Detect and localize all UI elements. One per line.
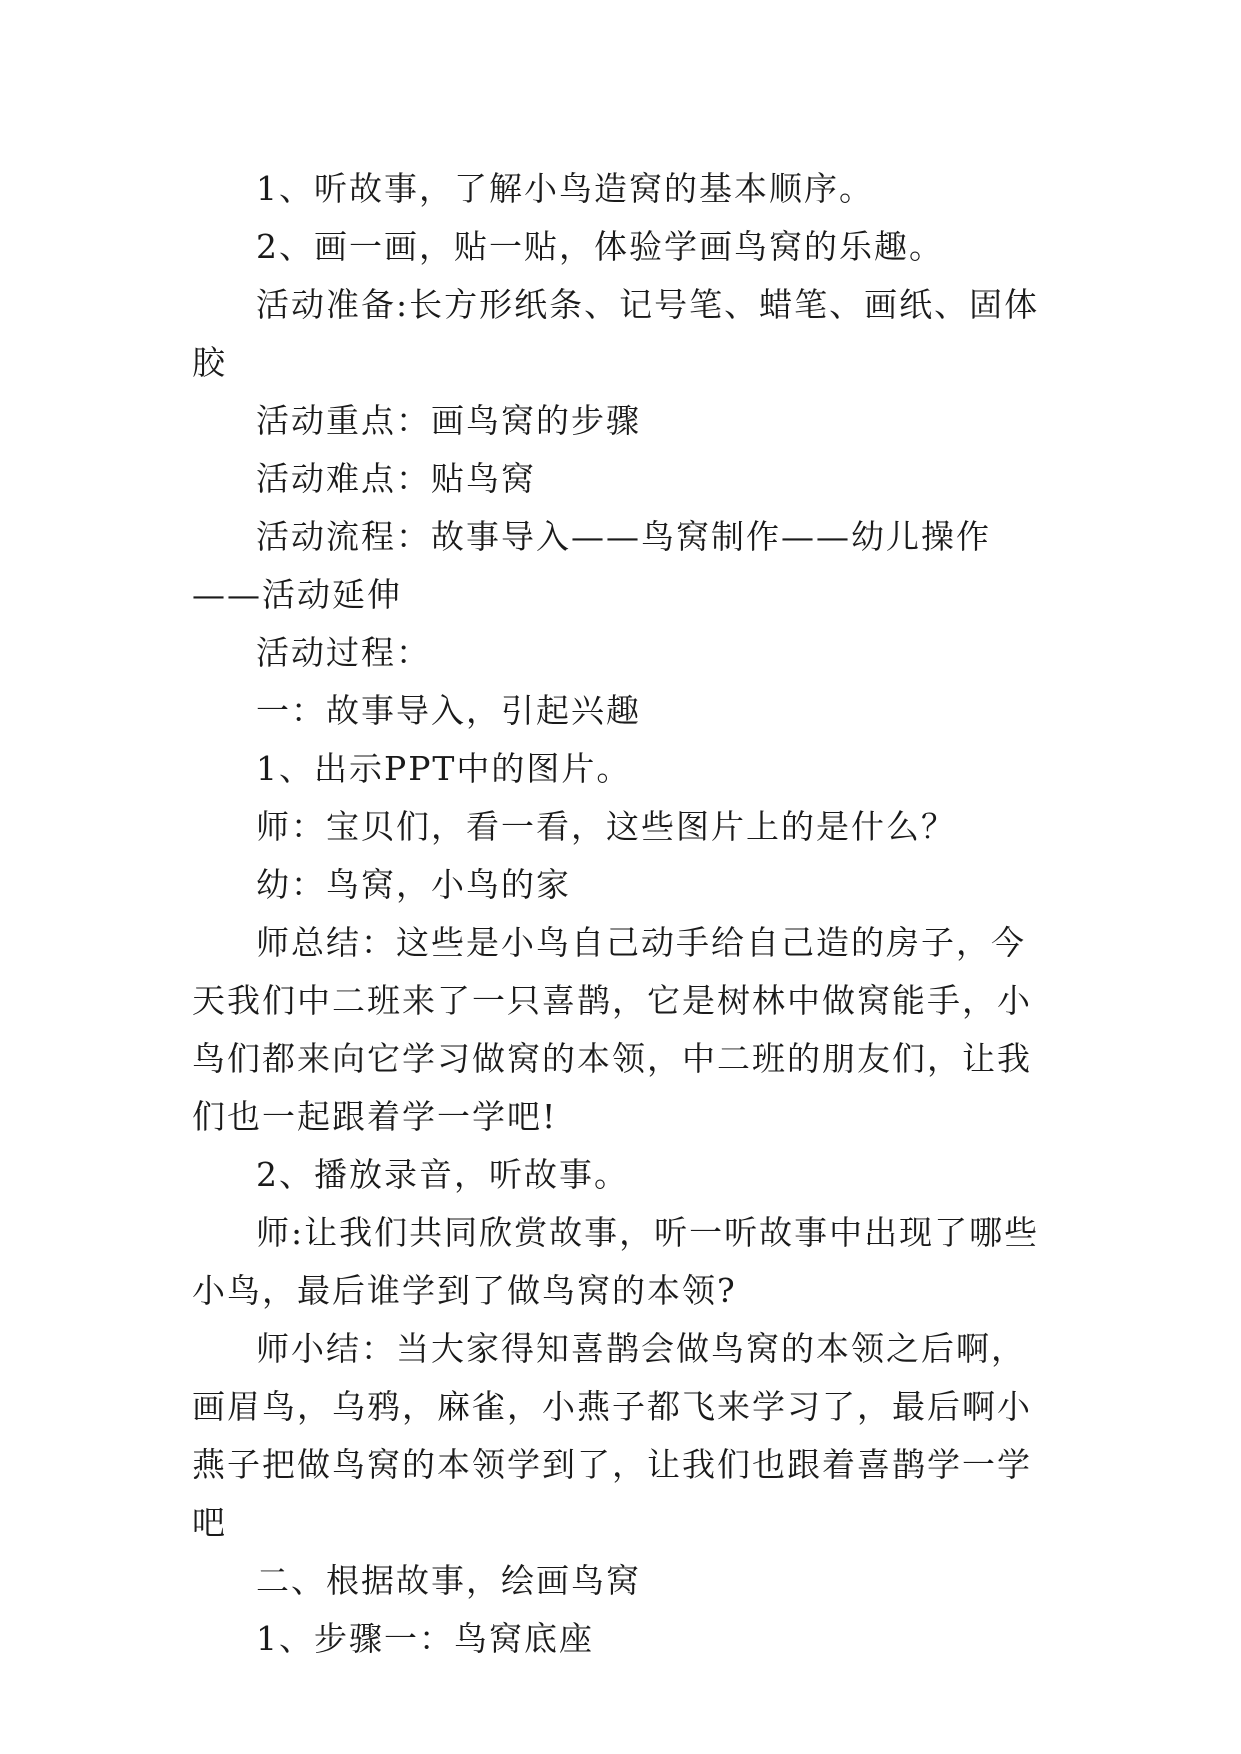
paragraph-teacher-summary: 师总结：这些是小鸟自己动手给自己造的房子，今天我们中二班来了一只喜鹊，它是树林中做窝能手，小鸟们都来向它学习做窝的本领，中二班的朋友们，让我们也一起跟着学一学吧! (192, 923, 1032, 1136)
paragraph-process-heading: 活动过程： (256, 633, 431, 672)
paragraph-goal-2: 2、画一画，贴一贴，体验学画鸟窝的乐趣。 (256, 227, 944, 266)
paragraph-flow: 活动流程：故事导入——鸟窝制作——幼儿操作——活动延伸 (192, 517, 991, 614)
paragraph-step-base: 1、步骤一：鸟窝底座 (256, 1619, 594, 1658)
paragraph-teacher-question: 师：宝贝们，看一看，这些图片上的是什么？ (256, 807, 956, 846)
paragraph-child-answer: 幼：鸟窝，小鸟的家 (256, 865, 571, 904)
paragraph-step-audio: 2、播放录音，听故事。 (256, 1155, 629, 1194)
paragraph-goal-1: 1、听故事，了解小鸟造窝的基本顺序。 (256, 169, 874, 208)
document-body (192, 160, 1060, 1668)
paragraph-teacher-conclusion: 师小结：当大家得知喜鹊会做鸟窝的本领之后啊，画眉鸟，乌鸦，麻雀，小燕子都飞来学习了，最后啊小燕子把做鸟窝的本领学到了，让我们也跟着喜鹊学一学吧 (192, 1329, 1032, 1542)
paragraph-section-2: 二、根据故事，绘画鸟窝 (256, 1561, 641, 1600)
paragraph-teacher-story: 师:让我们共同欣赏故事，听一听故事中出现了哪些小鸟，最后谁学到了做鸟窝的本领? (192, 1213, 1040, 1310)
paragraph-section-1: 一：故事导入，引起兴趣 (256, 691, 641, 730)
paragraph-step-ppt: 1、出示PPT中的图片。 (256, 749, 632, 788)
paragraph-difficulty: 活动难点：贴鸟窝 (256, 459, 536, 498)
paragraph-key-point: 活动重点：画鸟窝的步骤 (256, 401, 641, 440)
paragraph-preparation: 活动准备:长方形纸条、记号笔、蜡笔、画纸、固体胶 (192, 285, 1040, 382)
